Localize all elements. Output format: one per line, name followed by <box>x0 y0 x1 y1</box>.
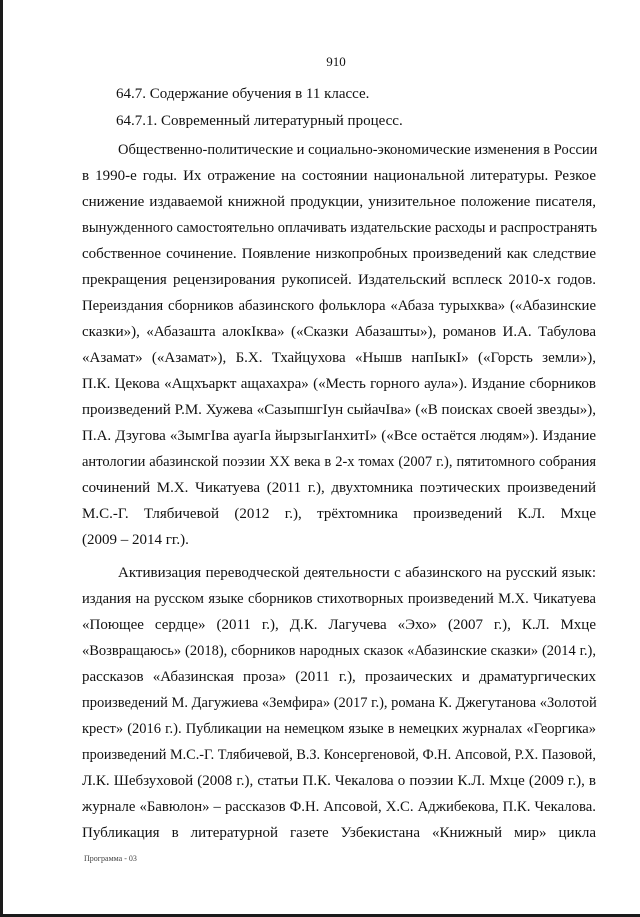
paragraph-line: М.С.-Г. Тлябичевой (2012 г.), трёхтомника произведений К.Л. Мхце <box>82 506 596 522</box>
page-footer: Программа - 03 <box>84 854 137 863</box>
paragraph-line: издания на русском языке сборников стихотворных произведений М.Х. Чикатуева <box>82 591 596 607</box>
paragraph-line: Публикация в литературной газете Узбекистана «Книжный мир» цикла <box>82 825 596 841</box>
paragraph-line: Л.К. Шебзуховой (2008 г.), статьи П.К. Чекалова о поэзии К.Л. Мхце (2009 г.), в <box>82 773 596 789</box>
paragraph-line: произведений М. Дагужиева «Земфира» (2017 г.), романа К. Джегутанова «Золотой <box>82 695 597 711</box>
paragraph-line: «Поющее сердце» (2011 г.), Д.К. Лагучева «Эхо» (2007 г.), К.Л. Мхце <box>82 617 596 633</box>
paragraph-line: произведений М.С.-Г. Тлябичевой, В.З. Консергеновой, Ф.Н. Апсовой, Р.Х. Пазовой, <box>82 747 596 763</box>
paragraph-line: Активизация переводческой деятельности с абазинского на русский язык: <box>118 565 596 581</box>
paragraph-line: журнале «Бавюлон» – рассказов Ф.Н. Апсовой, Х.С. Аджибекова, П.К. Чекалова. <box>82 799 596 815</box>
paragraph-line: в 1990-е годы. Их отражение на состоянии национальной литературы. Резкое <box>82 168 596 184</box>
paragraph-line: П.А. Дзугова «ЗымгIва ауагIа йырзыгIанхитI» («Все остаётся людям»). Издание <box>82 428 596 444</box>
subsection-heading: 64.7.1. Современный литературный процесс. <box>116 113 403 129</box>
paragraph-line: «Азамат» («Азамат»), Б.Х. Тхайцухова «Нышв напIыкI» («Горсть земли»), <box>82 350 596 366</box>
paragraph-line: собственное сочинение. Появление низкопробных произведений как следствие <box>82 246 596 262</box>
paragraph-line: сказки»), «Абазашта алокIква» («Сказки Абазашты»), романов И.А. Табулова <box>82 324 596 340</box>
paragraph-line: сочинений М.Х. Чикатуева (2011 г.), двухтомника поэтических произведений <box>82 480 596 496</box>
paragraph-line: рассказов «Абазинская проза» (2011 г.), прозаических и драматургических <box>82 669 596 685</box>
scan-edge-left <box>0 0 3 917</box>
section-heading: 64.7. Содержание обучения в 11 классе. <box>116 86 370 102</box>
paragraph-line: (2009 – 2014 гг.). <box>82 532 189 548</box>
paragraph-line: вынужденного самостоятельно оплачивать издательские расходы и распространять <box>82 220 598 236</box>
paragraph-line: крест» (2016 г.). Публикации на немецком языке в немецких журналах «Георгика» <box>82 721 596 737</box>
paragraph-line: антологии абазинской поэзии XX века в 2-х томах (2007 г.), пятитомного собрания <box>82 454 596 470</box>
page-number: 910 <box>326 54 346 69</box>
paragraph-line: П.К. Цекова «Ащхъаркт ащахахра» («Месть горного аула»). Издание сборников <box>82 376 596 392</box>
paragraph-line: прекращения рецензирования рукописей. Издательский всплеск 2010-х годов. <box>82 272 596 288</box>
paragraph-line: снижение издаваемой книжной продукции, унизительное положение писателя, <box>82 194 596 210</box>
paragraph-line: «Возвращаюсь» (2018), сборников народных сказок «Абазинские сказки» (2014 г.), <box>82 643 596 659</box>
paragraph-line: произведений Р.М. Хужева «СазыпшгIун сыйачIва» («В поисках своей звезды»), <box>82 402 596 418</box>
paragraph-line: Общественно-политические и социально-экономические изменения в России <box>118 142 598 158</box>
paragraph-line: Переиздания сборников абазинского фольклора «Абаза турыхква» («Абазинские <box>82 298 596 314</box>
